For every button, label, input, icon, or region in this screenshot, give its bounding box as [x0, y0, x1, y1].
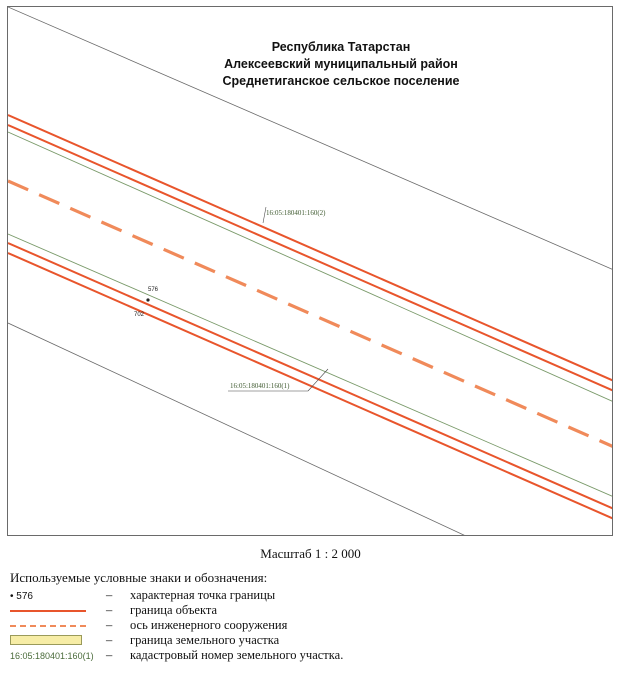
legend-text: кадастровый номер земельного участка. [130, 648, 344, 662]
legend-dash: – [106, 618, 113, 632]
legend-dash: – [106, 603, 113, 617]
map-frame [7, 6, 613, 536]
legend-text: ось инженерного сооружения [130, 618, 288, 632]
legend-item-point [10, 588, 610, 603]
object-boundary-lower-2 [8, 253, 613, 519]
engineering-axis [8, 181, 613, 447]
point-label-576: 576 [148, 287, 159, 293]
legend-item-axis [10, 618, 610, 633]
scale-label: Масштаб 1 : 2 000 [260, 546, 361, 561]
cadastral-label-lower: 16:05:180401:160(1) [230, 382, 290, 390]
object-boundary-upper-2 [8, 125, 613, 391]
map-title [206, 39, 476, 90]
title-line-2: Алексеевский муниципальный район [224, 57, 458, 71]
legend-dash: – [106, 588, 113, 602]
land-boundary-upper [8, 132, 613, 402]
legend-text: граница объекта [130, 603, 218, 617]
dashed-line-symbol [10, 618, 90, 633]
legend-item-land-boundary [10, 633, 610, 648]
leader-lower [308, 369, 328, 391]
cadastral-label-upper: 16:05:180401:160(2) [266, 209, 326, 217]
title-line-3: Среднетиганское сельское поселение [222, 74, 460, 88]
solid-line-symbol [10, 603, 90, 618]
legend-text: граница земельного участка [130, 633, 280, 647]
legend-dash: – [106, 648, 113, 662]
point-symbol: • 576 [10, 591, 33, 602]
object-boundary-lower-1 [8, 243, 613, 509]
legend-dash: – [106, 633, 113, 647]
legend-item-object-boundary [10, 603, 610, 618]
point-label-702: 702 [134, 312, 145, 318]
object-boundary-upper-1 [8, 115, 613, 381]
boundary-point [146, 298, 149, 301]
legend [10, 588, 610, 663]
legend-item-cadastral [10, 648, 610, 663]
cadastral-symbol: 16:05:180401:160(1) [10, 651, 94, 661]
legend-text: характерная точка границы [130, 588, 276, 602]
title-line-1: Республика Татарстан [271, 40, 411, 54]
legend-title: Используемые условные знаки и обозначения: [10, 570, 268, 585]
rect-symbol [10, 633, 90, 648]
